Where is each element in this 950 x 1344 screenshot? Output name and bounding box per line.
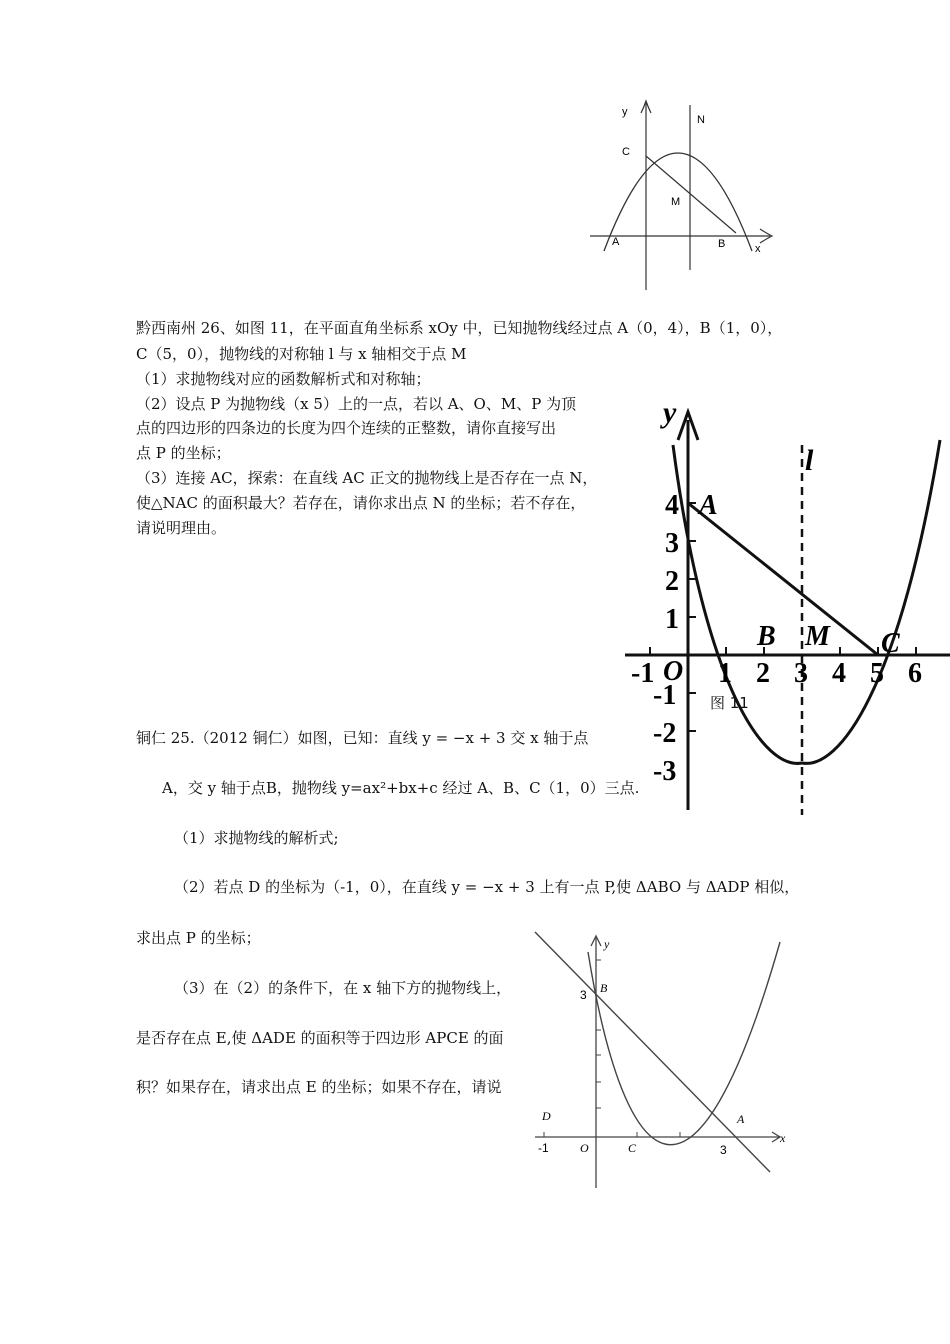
label-d: D [542, 1109, 551, 1123]
y-tick-label: 3 [665, 528, 679, 559]
problem2-line4: （2）若点 D 的坐标为（-1，0），在直线 y = −x + 3 上有一点 P,使 ΔABO 与 ΔADP 相似， [174, 878, 800, 896]
y-tick-label: -3 [653, 756, 677, 787]
problem1-line3: （1）求抛物线对应的函数解析式和对称轴； [136, 370, 431, 388]
problem1-line6: 点 P 的坐标； [136, 444, 231, 462]
y-tick-label: 4 [665, 490, 679, 521]
label-b: B [718, 238, 726, 250]
label-b: B [600, 981, 608, 995]
line-cb [646, 156, 736, 233]
problem1-line1: 黔西南州 26、如图 11，在平面直角坐标系 xOy 中，已知抛物线经过点 A（0，4），B（1，0）， [136, 319, 783, 337]
label-c: C [622, 146, 630, 158]
label-l: l [805, 444, 814, 477]
label-c: C [628, 1141, 637, 1155]
problem1-line7: （3）连接 AC，探索：在直线 AC 正文的抛物线上是否存在一点 N， [136, 469, 598, 487]
label-y: y [663, 396, 677, 429]
y-tick-label: -1 [653, 680, 677, 711]
problem2-line3: （1）求抛物线的解析式; [174, 829, 339, 847]
label-minus-one: -1 [538, 1141, 549, 1155]
figure-11 [615, 390, 950, 820]
parabola-curve [673, 440, 940, 763]
problem2-line1: 铜仁 25.（2012 铜仁）如图，已知：直线 y = −x + 3 交 x 轴于点 [136, 729, 589, 747]
label-c: C [881, 628, 900, 659]
label-n: N [697, 114, 705, 126]
label-y: y [604, 937, 610, 951]
label-three-x: 3 [720, 1143, 727, 1157]
label-m: M [671, 196, 681, 208]
line-ab [535, 932, 770, 1172]
figure-bottom [530, 930, 800, 1195]
x-tick-label: 3 [794, 658, 808, 689]
label-m: M [805, 621, 830, 652]
x-tick-label: 6 [908, 658, 922, 689]
label-o: O [663, 656, 684, 687]
y-tick-label: 2 [665, 566, 679, 597]
problem2-line2: A，交 y 轴于点B，抛物线 y=ax²+bx+c 经过 A、B、C（1，0）三点. [162, 779, 640, 797]
label-a: A [612, 236, 620, 248]
problem1-line5: 点的四边形的四条边的长度为四个连续的正整数，请你直接写出 [136, 419, 557, 437]
label-y: y [622, 106, 628, 118]
x-tick-label: 5 [870, 658, 884, 689]
problem1-line9: 请说明理由。 [136, 519, 227, 537]
label-o: O [580, 1141, 589, 1155]
y-tick-label: 1 [665, 604, 679, 635]
problem1-line8: 使△NAC 的面积最大？若存在，请你求出点 N 的坐标；若不存在， [136, 494, 586, 512]
problem1-line4: （2）设点 P 为抛物线（x 5）上的一点，若以 A、O、M、P 为顶 [136, 395, 577, 413]
problem1-line2: C（5，0），抛物线的对称轴 l 与 x 轴相交于点 M [136, 345, 467, 363]
x-tick-label: 1 [718, 658, 732, 689]
label-a: A [737, 1112, 745, 1126]
x-tick-label: 4 [832, 658, 846, 689]
y-tick-label: -2 [653, 718, 677, 749]
label-three-y: 3 [580, 988, 587, 1002]
line-ac [688, 503, 878, 655]
figure-11-caption: 图 11 [710, 694, 749, 712]
problem2-line5: 求出点 P 的坐标； [136, 929, 261, 947]
problem2-line6: （3）在（2）的条件下，在 x 轴下方的抛物线上， [174, 979, 512, 997]
problem2-line8: 积？如果存在，请求出点 E 的坐标；如果不存在，请说 [136, 1078, 502, 1096]
label-x: x [755, 243, 761, 255]
label-a: A [699, 490, 718, 521]
problem2-line7: 是否存在点 E,使 ΔADE 的面积等于四边形 APCE 的面 [136, 1029, 504, 1047]
figure-top [590, 95, 780, 295]
x-tick-label: -1 [631, 658, 655, 689]
x-tick-label: 2 [756, 658, 770, 689]
label-x: x [780, 1131, 786, 1145]
parabola-curve [588, 942, 780, 1145]
label-b: B [757, 621, 776, 652]
